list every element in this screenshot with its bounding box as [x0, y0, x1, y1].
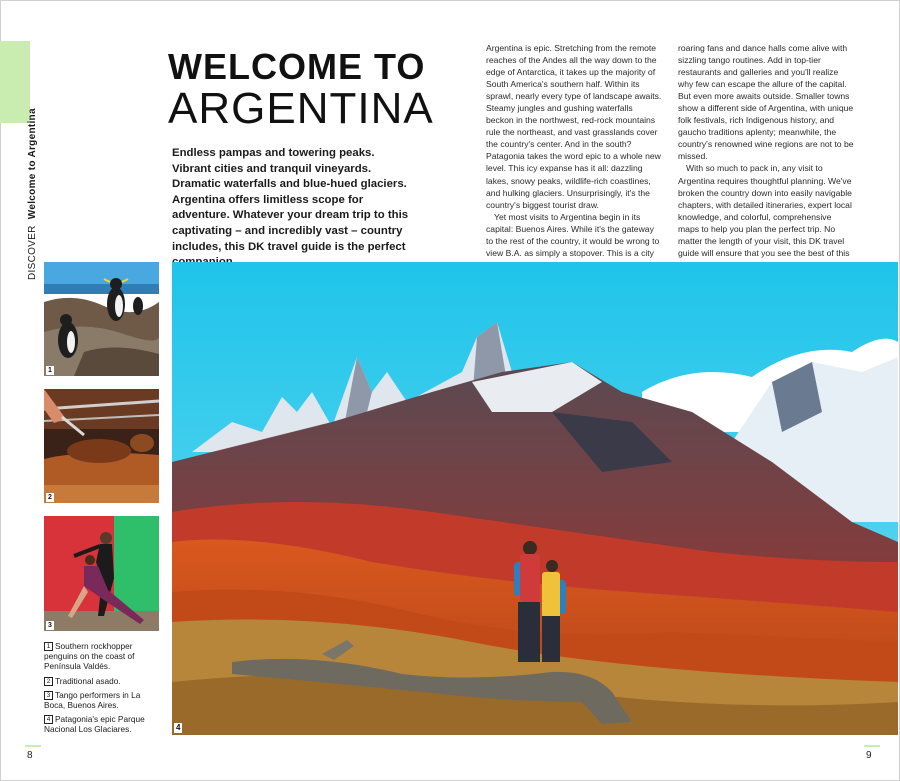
photo-penguins — [44, 262, 159, 376]
photo-tango — [44, 516, 159, 631]
caption-item — [44, 690, 162, 710]
body-paragraph: Yet most visits to Argentina begin in its capital: Buenos Aires. While it's the gateway to the rest of the country, it would be wrong to view B.A. as simply a stopover. This is a city — [486, 211, 660, 258]
page-title-line1: WELCOME TO — [168, 46, 426, 87]
page-number-right: 9 — [866, 750, 872, 761]
body-column-2 — [678, 42, 854, 283]
section-tab — [0, 41, 30, 123]
photo-number: 2 — [48, 494, 52, 501]
page-title-line2: ARGENTINA — [168, 84, 434, 133]
caption-text: Southern rockhopper penguins on the coast of Península Valdés. — [44, 641, 135, 672]
caption-number: 1 — [44, 642, 53, 651]
photo-captions — [44, 641, 162, 739]
page-number-left: 8 — [27, 750, 33, 761]
caption-item — [44, 641, 162, 672]
caption-item — [44, 676, 162, 686]
photo-number: 1 — [48, 367, 52, 374]
photo-number: 3 — [48, 622, 52, 629]
body-column-1 — [486, 42, 662, 283]
caption-number: 3 — [44, 691, 53, 700]
body-paragraph: With so much to pack in, any visit to Argentina requires thoughtful planning. We've broken the country down into easily navigable chapters, with detailed itineraries, expert local knowledge, and colorful, comprehensive maps to help you plan the perfect trip. No matter the length of your visit, this DK travel guide will ensure that you see the best of this — [678, 163, 852, 258]
caption-text: Tango performers in La Boca, Buenos Aires. — [44, 689, 141, 711]
caption-item — [44, 714, 162, 734]
section-label: DISCOVER — [27, 225, 38, 280]
photo-asado — [44, 389, 159, 503]
body-paragraph: roaring fans and dance halls come alive with sizzling tango routines. Add in top-tier restaurants and galleries and you'll realize why few can escape the allure of the capital. But even more awaits outside. Smaller towns show a different side of Argentina, with unique folk festivals, rich Indigenous history, and gaucho traditions aplenty; meanwhile, the country's renowned wine regions are not to be missed. — [678, 43, 854, 162]
chapter-label: Welcome to Argentina — [27, 108, 38, 220]
photo-patagonia — [172, 262, 898, 735]
caption-number: 2 — [44, 677, 53, 686]
photo-number: 4 — [176, 723, 181, 732]
body-paragraph: Argentina is epic. Stretching from the remote reaches of the Andes all the way down to the edge of Antarctica, it takes up the majority of South America's southern half. Within its sprawl, nearly every type of landscape awaits. Steamy jungles and gushing waterfalls beckon in the northwest, red-rock mountains rule the northeast, and vast grasslands cover the country's center. And in the south? Patagonia takes the word epic to a whole new level. This icy expanse has it all: dazzling lakes, snowy peaks, wildlife-rich coastlines, and hulking glaciers. Unsurprisingly, it's the country's biggest tourist draw. — [486, 43, 662, 210]
running-head — [27, 108, 47, 280]
caption-number: 4 — [44, 715, 53, 724]
caption-text: Patagonia's epic Parque Nacional Los Glaciares. — [44, 714, 145, 735]
caption-text: Traditional asado. — [55, 675, 121, 686]
intro-paragraph: Endless pampas and towering peaks. Vibrant cities and tranquil vineyards. Dramatic waterfalls and blue-hued glaciers. Argentina offers limitless scope for adventure. Whatever your dream trip to this captivating – and incredibly vast – country includes, this DK travel guide is the perfect — [172, 147, 409, 253]
